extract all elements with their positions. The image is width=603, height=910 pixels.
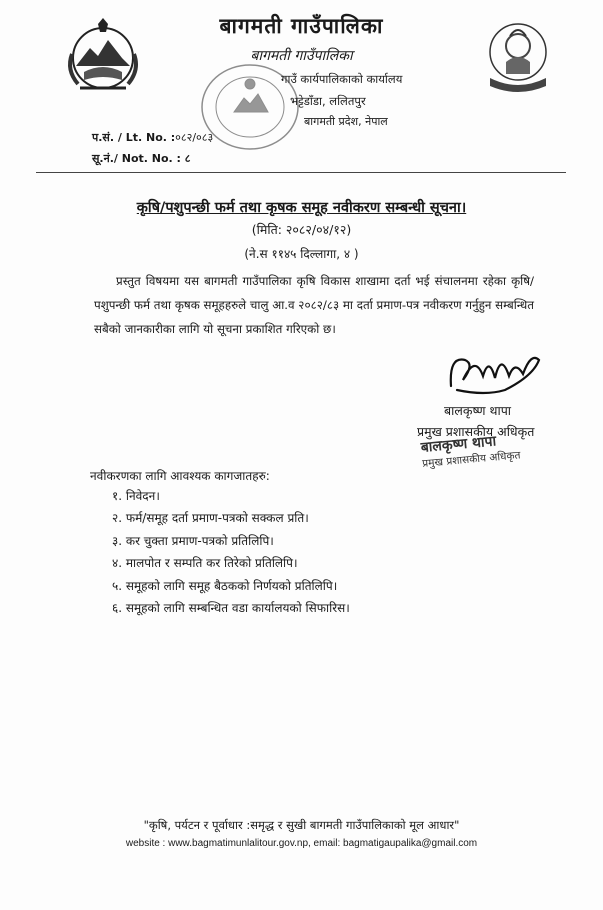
office-location: भट्टेडाँडा, ललितपुर (290, 94, 366, 108)
reference-value: ०८२/०८३ (175, 131, 214, 144)
signatory-title: प्रमुख प्रशासकीय अधिकृत (417, 424, 535, 439)
notice-title: कृषि/पशुपन्छी फर्म तथा कृषक समूह नवीकरण सम्बन्धी सूचना। (136, 200, 467, 216)
requirement-item: ५. समूहको लागि समूह बैठकको निर्णयको प्रतिलिपि। (112, 578, 338, 593)
requirement-item: ४. मालपोत र सम्पति कर तिरेको प्रतिलिपि। (112, 556, 298, 571)
office-seal-stamp (198, 60, 302, 154)
requirements-list (112, 485, 350, 619)
notice-date-nepal-sambat: (ने.स ११४५ दिल्लागा, ४ ) (244, 247, 359, 261)
footer-motto: "कृषि, पर्यटन र पूर्वाधार :समृद्ध र सुखी बागमती गाउँपालिकाको मूल आधार" (143, 818, 460, 832)
notice-number (92, 151, 191, 166)
requirement-item: २. फर्म/समूह दर्ता प्रमाण-पत्रको सक्कल प्रति। (112, 511, 309, 526)
notice-date: (मिति: २०८२/०४/१२) (251, 222, 352, 237)
signatory-stamp-name: बालकृष्ण थापा (420, 433, 497, 456)
footer-contact: website : www.bagmatimunlalitour.gov.np, email: bagmatigaupalika@gmail.com (125, 838, 478, 849)
office-name: गाउँ कार्यपालिकाको कार्यालय (281, 72, 403, 86)
requirements-heading: नवीकरणका लागि आवश्यक कागजातहरु: (90, 469, 270, 483)
signatory-name: बालकृष्ण थापा (444, 403, 512, 418)
reference-label: प.सं. / Lt. No. : (92, 131, 176, 144)
org-subtitle: बागमती गाउँपालिका (250, 48, 353, 64)
notice-body: प्रस्तुत विषयमा यस बागमती गाउँपालिका कृषि विकास शाखामा दर्ता भई संचालनमा रहेका कृषि/पशुपन्छी फर्म तथा कृषक समूहहरुले चालु आ.व २०८२/८३ मा दर्ता प्रमाण-पत्र नवीकरण गर्नुहुन सम्बन्धित सबैको जानकारीका लागि यो सूचना प्रकाशित गरिएको छ। (94, 274, 534, 336)
requirement-item: ३. कर चुक्ता प्रमाण-पत्रको प्रतिलिपि। (112, 533, 274, 548)
header-divider (36, 172, 566, 173)
notice-number-label: सू.नं./ Not. No. : (92, 152, 181, 165)
signatory-stamp-title: प्रमुख प्रशासकीय अधिकृत (421, 449, 521, 470)
requirement-item: १. निवेदन। (112, 489, 160, 503)
office-province: बागमती प्रदेश, नेपाल (304, 115, 388, 128)
reference-number (92, 130, 213, 145)
org-title: बागमती गाउँपालिका (219, 14, 384, 38)
notice-number-value: ८ (184, 152, 191, 165)
signature-icon (445, 346, 545, 398)
requirement-item: ६. समूहको लागि सम्बन्धित वडा कार्यालयको सिफारिस। (112, 600, 350, 615)
